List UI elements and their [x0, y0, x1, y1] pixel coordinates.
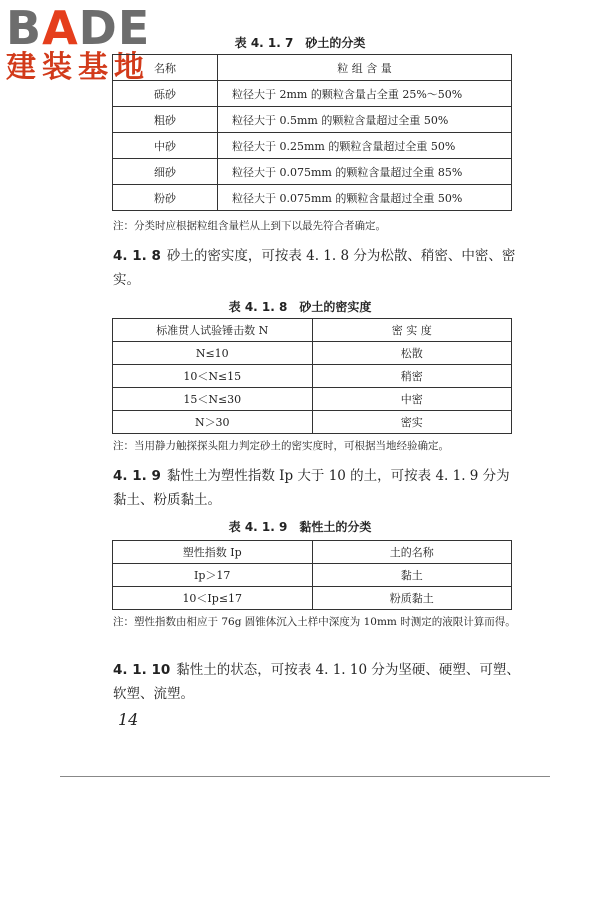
- table-row: [113, 81, 512, 107]
- section-4-1-10: [113, 658, 523, 706]
- table-row: [113, 342, 512, 365]
- section-number: 4. 1. 9: [113, 468, 161, 484]
- table-cell: 粒径大于 0.5mm 的颗粒含量超过全重 50%: [218, 107, 512, 133]
- section-text: 黏性土的状态，可按表 4. 1. 10 分为坚硬、硬塑、可塑、软塑、流塑。: [113, 662, 520, 702]
- header-cell: 密 实 度: [312, 319, 512, 342]
- table1-title: 表 4. 1. 7 砂土的分类: [234, 36, 366, 50]
- logo-wordmark: BADE: [6, 1, 151, 55]
- section-number: 4. 1. 8: [113, 248, 161, 264]
- logo-chinese: 建装基地: [6, 50, 150, 85]
- table-row: [113, 587, 512, 610]
- table-row: [113, 159, 512, 185]
- header-cell: 土的名称: [312, 541, 512, 564]
- table-row: [113, 388, 512, 411]
- table-cell: 粒径大于 0.075mm 的颗粒含量超过全重 85%: [218, 159, 512, 185]
- table-row: [113, 107, 512, 133]
- header-cell: 塑性指数 Ip: [113, 541, 313, 564]
- table-cell: 粉质黏土: [312, 587, 512, 610]
- table-cell: 15＜N≤30: [113, 388, 313, 411]
- table-cell: Ip＞17: [113, 564, 313, 587]
- table-cell: 中砂: [113, 133, 218, 159]
- table-cell: 10＜N≤15: [113, 365, 313, 388]
- header-cell: 粒 组 含 量: [218, 55, 512, 81]
- bottom-rule: [60, 776, 550, 777]
- table-cell: 粗砂: [113, 107, 218, 133]
- table1-note: 注：分类时应根据粒组含量栏从上到下以最先符合者确定。: [113, 220, 386, 232]
- section-4-1-9: [113, 464, 523, 512]
- table-row: [113, 365, 512, 388]
- table-row: [113, 564, 512, 587]
- table-cell: 黏土: [312, 564, 512, 587]
- table-header-row: [113, 541, 512, 564]
- table-header-row: [113, 319, 512, 342]
- table2-title: 表 4. 1. 8 砂土的密实度: [228, 300, 372, 314]
- table-cell: 粒径大于 0.25mm 的颗粒含量超过全重 50%: [218, 133, 512, 159]
- table-cell: 粒径大于 2mm 的颗粒含量占全重 25%～50%: [218, 81, 512, 107]
- table-clay-classification: [112, 540, 512, 610]
- table3-note: 注：塑性指数由相应于 76g 圆锥体沉入土样中深度为 10mm 时测定的液限计算而得。: [113, 616, 516, 628]
- header-cell: 名称: [113, 55, 218, 81]
- header-cell: 标准贯人试验锤击数 N: [113, 319, 313, 342]
- section-text: 黏性土为塑性指数 Ip 大于 10 的土，可按表 4. 1. 9 分为黏土、粉质黏土。: [113, 468, 510, 508]
- table-cell: 砾砂: [113, 81, 218, 107]
- table-sand-classification: [112, 54, 512, 211]
- table-cell: 细砂: [113, 159, 218, 185]
- table-cell: 中密: [312, 388, 512, 411]
- table2-note: 注：当用静力触探探头阻力判定砂土的密实度时，可根据当地经验确定。: [113, 440, 449, 452]
- table-cell: 密实: [312, 411, 512, 434]
- table-cell: 粒径大于 0.075mm 的颗粒含量超过全重 50%: [218, 185, 512, 211]
- section-4-1-8: [113, 244, 523, 292]
- section-number: 4. 1. 10: [113, 662, 171, 678]
- table-cell: 10＜Ip≤17: [113, 587, 313, 610]
- table-row: [113, 411, 512, 434]
- table-cell: N＞30: [113, 411, 313, 434]
- table-row: [113, 133, 512, 159]
- section-text: 砂土的密实度，可按表 4. 1. 8 分为松散、稍密、中密、密实。: [113, 248, 516, 288]
- table-cell: 稍密: [312, 365, 512, 388]
- page-number: 14: [118, 710, 139, 729]
- table-cell: 粉砂: [113, 185, 218, 211]
- table3-title: 表 4. 1. 9 黏性土的分类: [228, 520, 372, 534]
- table-row: [113, 185, 512, 211]
- table-sand-density: [112, 318, 512, 434]
- table-cell: 松散: [312, 342, 512, 365]
- table-header-row: [113, 55, 512, 81]
- table-cell: N≤10: [113, 342, 313, 365]
